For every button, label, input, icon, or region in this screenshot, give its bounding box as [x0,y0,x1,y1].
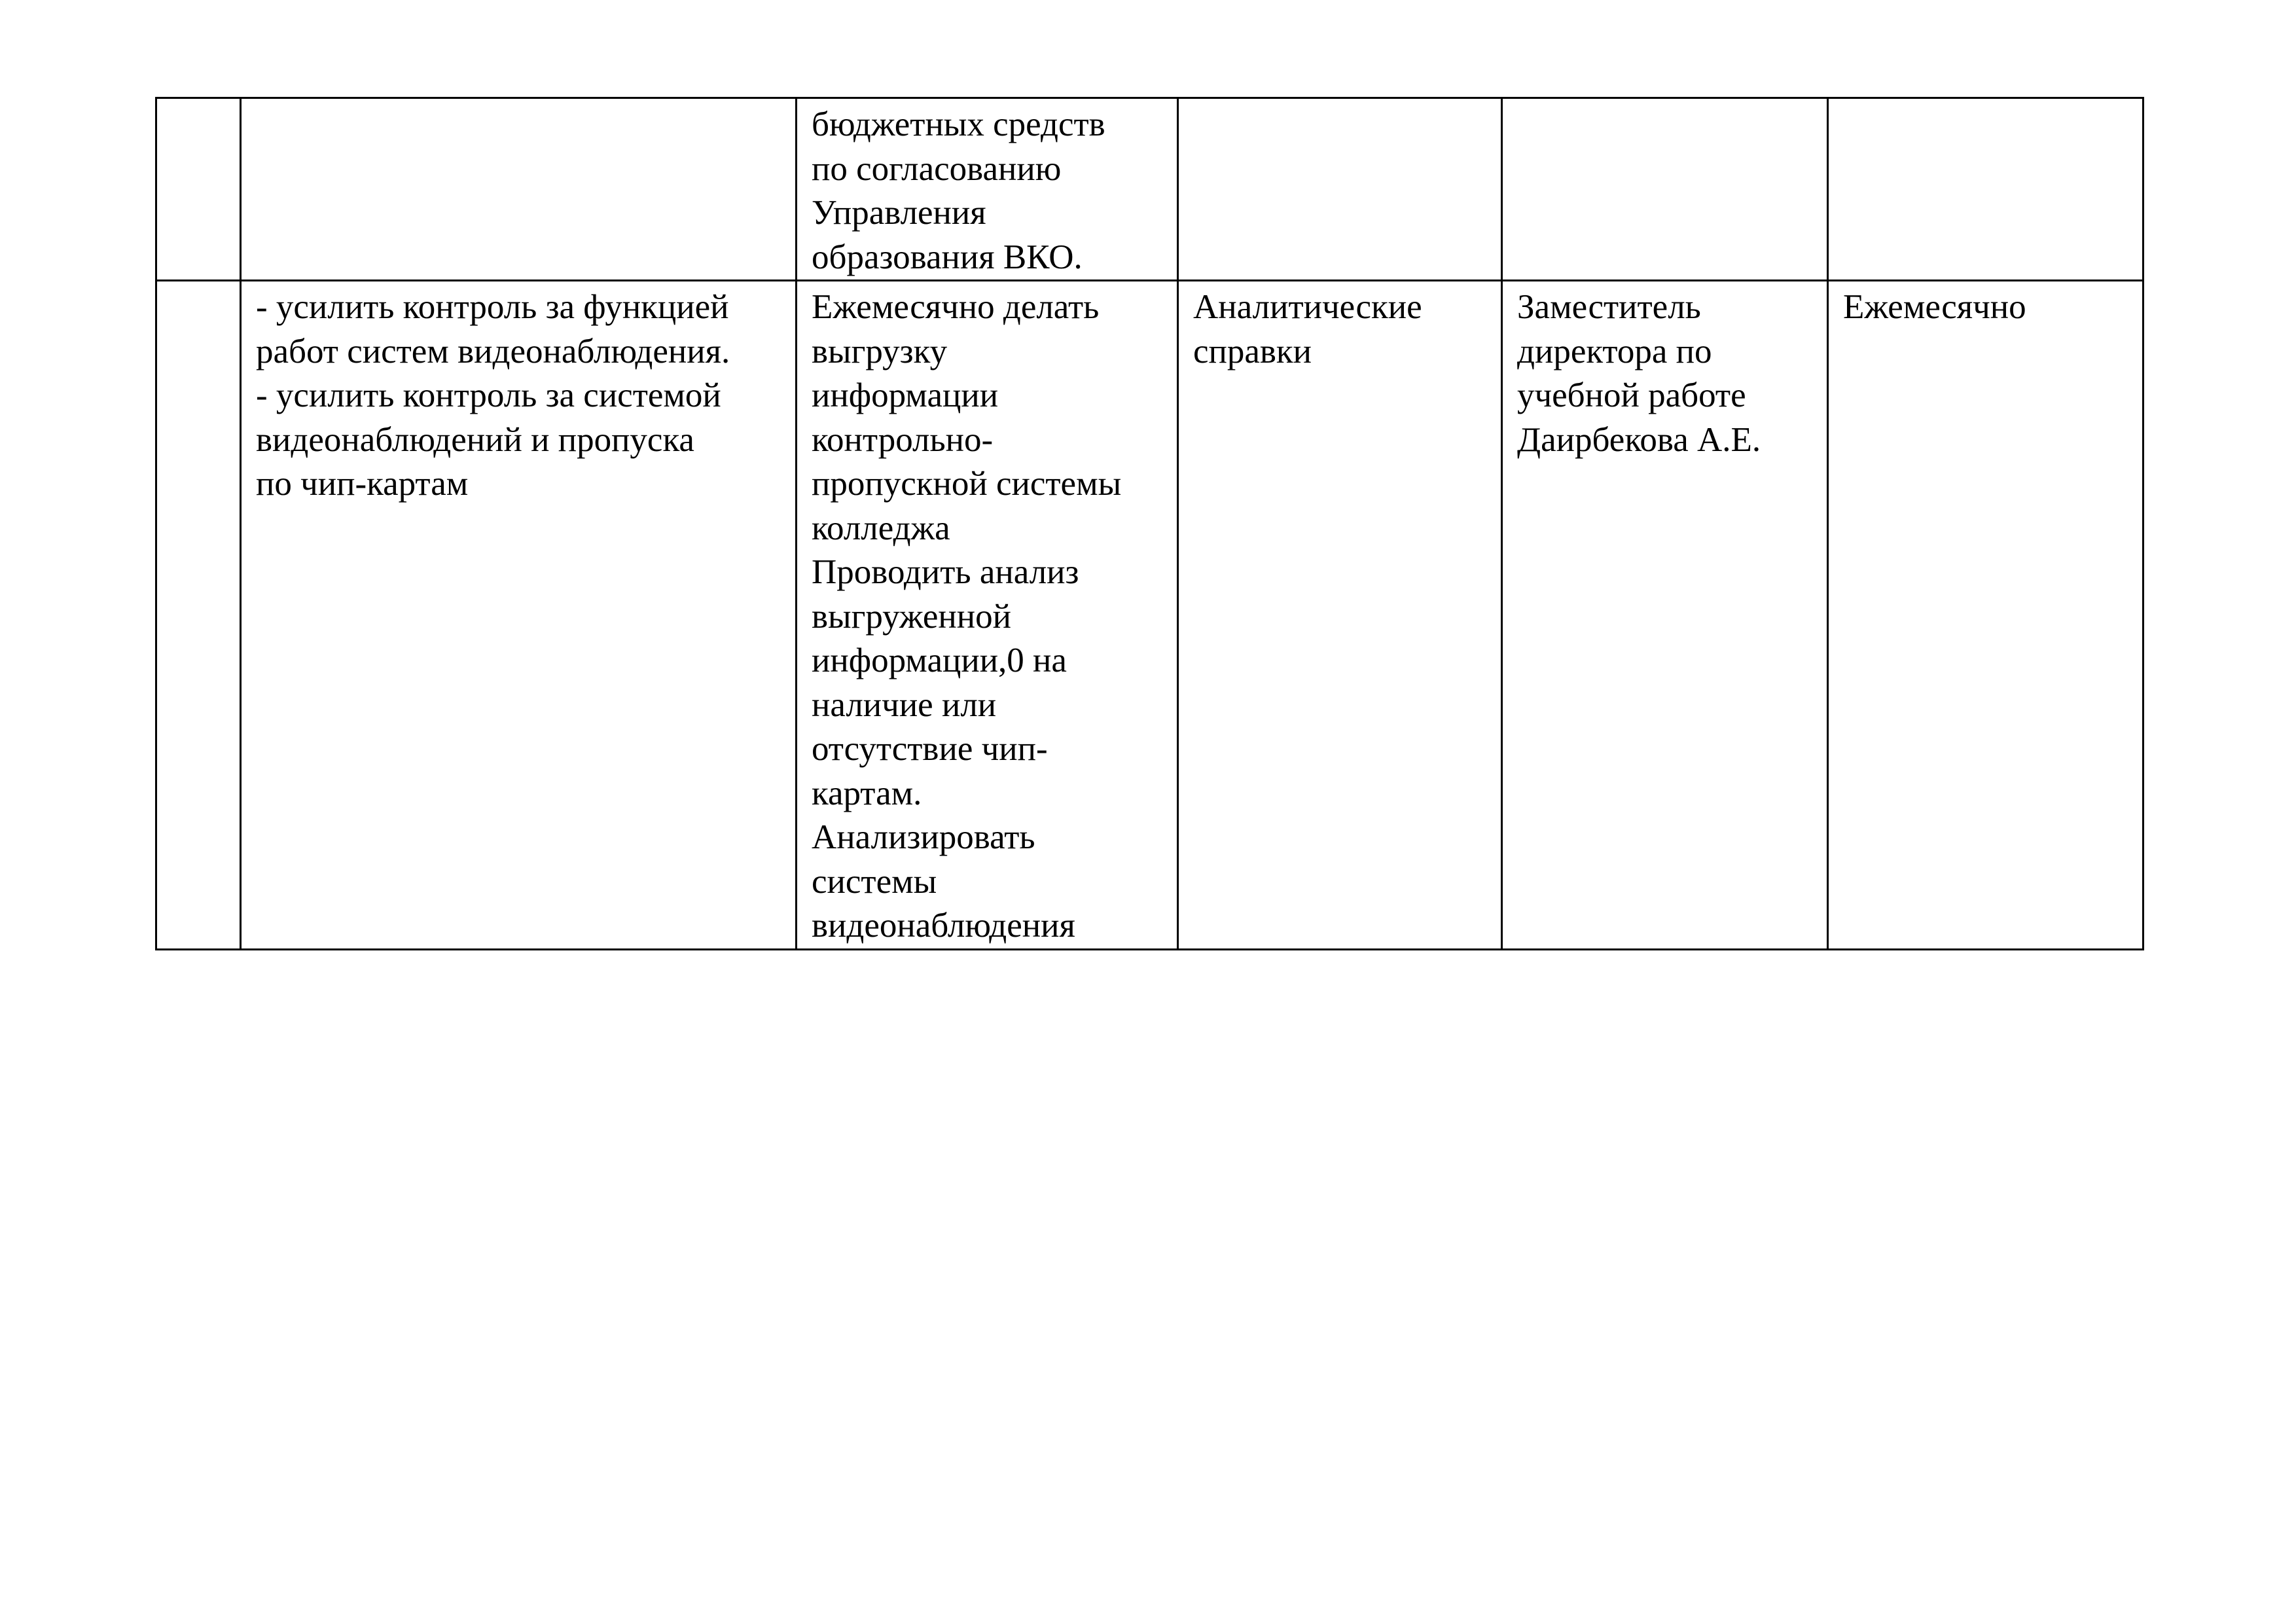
table-cell-line: по согласованию [812,149,1062,188]
table-cell-line: по чип-картам [256,465,469,503]
responsible-cell [1502,281,1828,950]
plan-table [155,97,2144,950]
table-cell-line: системы [812,862,937,901]
number-cell [156,98,241,281]
table-cell-line: пропускной системы [812,465,1122,503]
table-row [156,98,2144,281]
table-cell-line: колледжа [812,509,950,547]
deadline-cell [1828,281,2144,950]
table-cell-line: работ систем видеонаблюдения. [256,332,730,370]
number-cell [156,281,241,950]
table-cell-line: информации,0 на [812,641,1067,679]
table-cell-line: справки [1193,332,1312,370]
table-cell-line: Проводить анализ [812,553,1079,591]
table-cell-line: - усилить контроль за функцией [256,288,729,326]
form-cell [1178,98,1502,281]
table-cell-line: отсутствие чип- [812,730,1048,768]
table-cell-line: наличие или [812,685,997,724]
deadline-cell [1828,98,2144,281]
table-cell-line: информации [812,376,999,414]
table-cell-line: Заместитель [1517,288,1701,326]
table-cell-line: образования ВКО. [812,238,1083,276]
table-cell-line: бюджетных средств [812,105,1105,143]
table-cell-line: контрольно- [812,420,994,459]
table-cell-line: Управления [812,194,986,232]
actions-cell [797,281,1178,950]
table-cell-line: учебной работе [1517,376,1746,414]
task-cell [241,281,797,950]
table-cell-line: выгруженной [812,597,1012,636]
table-row [156,281,2144,950]
table-cell-line: видеонаблюдения [812,907,1075,945]
table-cell-line: Ежемесячно делать [812,288,1100,326]
table-cell-line: выгрузку [812,332,948,370]
table-cell-line: Даирбекова А.Е. [1517,420,1761,459]
table-cell-line: Ежемесячно [1843,288,2026,326]
table-cell-line: директора по [1517,332,1712,370]
responsible-cell [1502,98,1828,281]
task-cell [241,98,797,281]
table-cell-line: Аналитические [1193,288,1422,326]
table-cell-line: видеонаблюдений и пропуска [256,420,694,459]
table-cell-line: картам. [812,774,922,812]
form-cell [1178,281,1502,950]
actions-cell [797,98,1178,281]
table-cell-line: Анализировать [812,818,1035,856]
table-cell-line: - усилить контроль за системой [256,376,721,414]
